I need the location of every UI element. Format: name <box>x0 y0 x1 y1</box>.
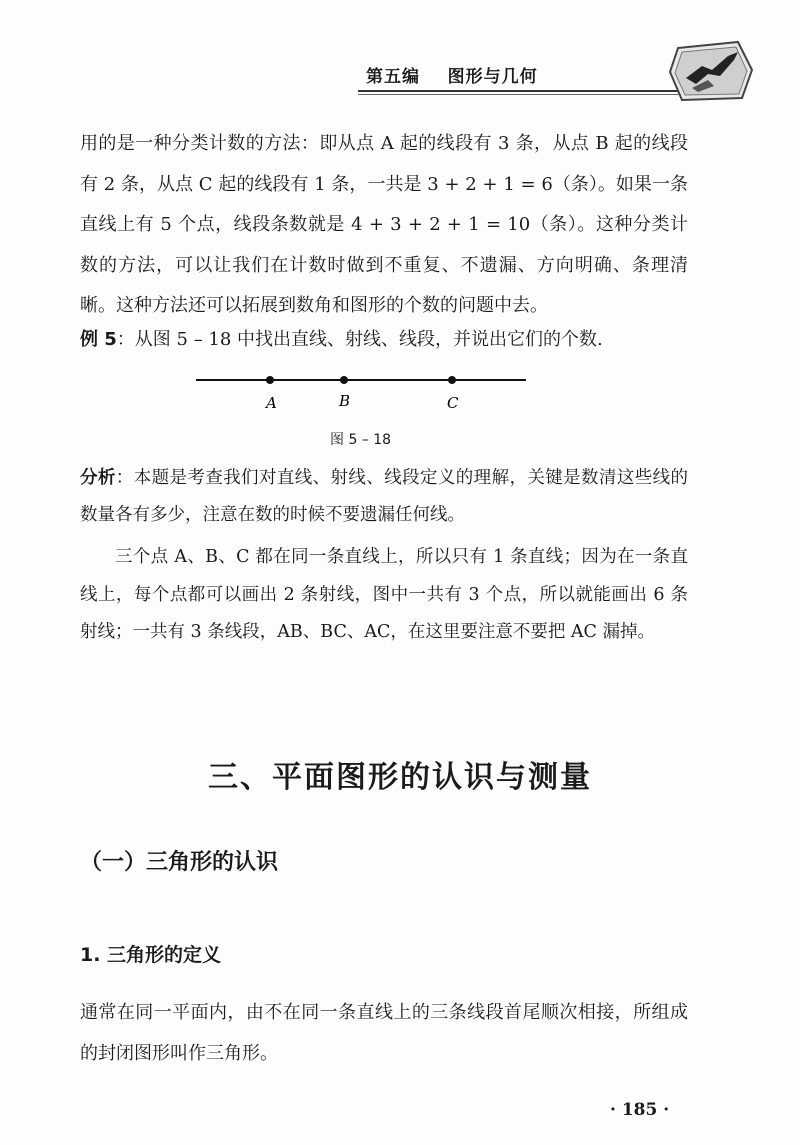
chapter-title: 第五编 图形与几何 <box>366 67 538 87</box>
example-line <box>80 324 603 356</box>
page-number: · 185 · <box>610 1100 670 1120</box>
example-text: ：从图 5 – 18 中找出直线、射线、线段，并说出它们的个数. <box>116 329 603 350</box>
figure-caption: 图 5 – 18 <box>330 432 392 448</box>
analysis-label: 分析 <box>80 468 116 488</box>
analysis-text: ：本题是考查我们对直线、射线、线段定义的理解，关键是数清这些线的数量各有多少，注意在数的时候不要遗漏任何线。 <box>80 468 689 525</box>
section-title: 三、平面图形的认识与测量 <box>208 760 592 795</box>
point-label-c: C <box>447 394 459 412</box>
point-b <box>340 376 348 384</box>
point-a <box>266 376 274 384</box>
point-label-b: B <box>339 392 351 410</box>
eagle-emblem-icon <box>668 40 754 102</box>
page-header <box>0 0 800 100</box>
body-paragraph: 用的是一种分类计数的方法：即从点 A 起的线段有 3 条，从点 B 起的线段有 2 条，从点 C 起的线段有 1 条，一共是 3 + 2 + 1 = 6（条）。如果一条直线上有 5 个点，线段条数就是 4 + 3 + 2 + 1 = 10（条）。这种分类计数的方法，可以让我们在计数时做到不重复、不遗漏、方向明确、条理清晰。这种方法还可以拓展到数角和图形的个数的问题中去。 <box>80 133 688 316</box>
example-label: 例 5 <box>80 329 117 350</box>
header-rule-thin <box>358 94 688 95</box>
point-label-a: A <box>266 394 277 412</box>
header-rule <box>358 90 703 92</box>
solution-paragraph: 三个点 A、B、C 都在同一条直线上，所以只有 1 条直线；因为在一条直线上，每个点都可以画出 2 条射线，图中一共有 3 个点，所以就能画出 6 条射线；一共有 3 条线段，AB、BC、AC，在这里要注意不要把 AC 漏掉。 <box>80 547 688 642</box>
line-figure <box>190 360 535 420</box>
subsubsection-title: 1. 三角形的定义 <box>80 944 222 966</box>
analysis-paragraph <box>80 460 688 534</box>
definition-paragraph: 通常在同一平面内，由不在同一条直线上的三条线段首尾顺次相接，所组成的封闭图形叫作三角形。 <box>80 1002 688 1064</box>
point-c <box>448 376 456 384</box>
subsection-title: （一）三角形的认识 <box>80 850 279 875</box>
